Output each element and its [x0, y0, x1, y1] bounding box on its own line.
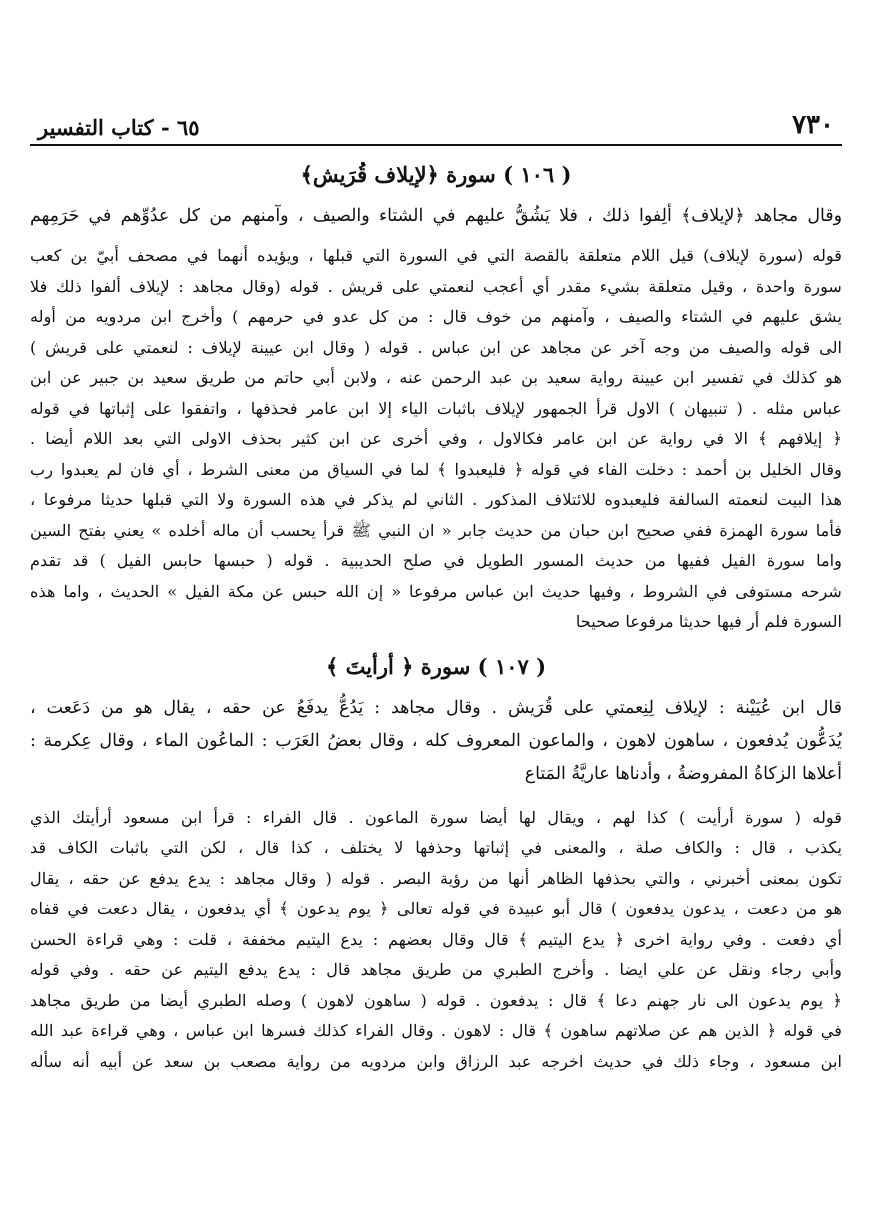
commentary-line: قوله (سورة لإيلاف) قيل اللام متعلقة بالقصة التي في السورة التي قبلها ، ويؤيده أنهما في مصحف أبيّ بن كعب: [30, 246, 842, 265]
commentary-line: هو من دععت ، يدعون يدفعون ) قال أبو عبيدة في قوله تعالى ﴿ يوم يدعون ﴾ أي يدفعون ، يقال دععت في قفاه: [30, 899, 842, 918]
commentary-line: سورة واحدة ، وقيل متعلقة بشيء مقدر أي أعجب لنعمتي على قريش . قوله (وقال مجاهد : لإيلاف ألفوا ذلك فلا: [30, 276, 842, 296]
quote-line: قال ابن عُيَيْنة : لإيلاف لِنِعمتي على قُرَيش . وقال مجاهد : يَدُعُّ يدفَعُ عن حقه ، يقال هو من دَعَعت ،: [30, 697, 842, 718]
commentary-line: وأبي رجاء ونقل عن علي ايضا . وأخرج الطبري من طريق مجاهد قال : يدع يدفع اليتيم عن حقه . وفي قوله: [30, 960, 842, 979]
commentary-line: أي دفعت . وفي رواية اخرى ﴿ يدع اليتيم ﴾ قال وقال بعضهم : يدع اليتيم مخففة ، قلت : وهي قراءة الحسن: [30, 929, 842, 949]
sura-107-commentary: [30, 803, 842, 1078]
sura-106-title: ( ١٠٦ ) سورة ﴿لإيلاف قُرَيش﴾: [300, 162, 572, 187]
book-page: [30, 100, 842, 1077]
page-number: ٧٣٠: [792, 110, 834, 140]
commentary-line: واما سورة الفيل ففيها من حديث المسور الطويل في صلح الحديبية . قوله ( حبسها حابس الفيل ) قد تقدم: [30, 551, 842, 570]
running-title: ٦٥ - كتاب التفسير: [38, 115, 200, 140]
commentary-line: يشق عليهم في الشتاء والصيف ، وآمنهم من خوف قال : من كل عدو في حرمهم ) وأخرج ابن مردويه من أوله: [30, 307, 842, 326]
commentary-line: شرحه مستوفى في الشروط ، وفيها حديث ابن عباس مرفوعا « إن الله حبس عن مكة الفيل » الحديث ، واما هذه: [30, 581, 842, 601]
sura-106-commentary: [30, 241, 842, 638]
commentary-line: تكون بمعنى أخبرني ، والتي بحذفها الظاهر أنها من رؤية البصر . قوله ( وقال مجاهد : يدع يدفع عن حقه ، يقال: [30, 868, 842, 888]
quote-line: أعلاها الزكاةُ المفروضةُ ، وأدناها عاريَّةُ المَتاع: [524, 763, 842, 784]
commentary-line: هذا البيت لنعمته السالفة فليعبدوه للائتلاف المذكور . الثاني لم يذكر في هذه السورة ولا التي قبلها حديثا مرفوعا ،: [30, 490, 842, 509]
quote-line: يُدَعُّون يُدفعون ، ساهون لاهون ، والماعون المعروف كله ، وقال بعضُ العَرَب : الماعُون الماء ، وقال عِكرمة :: [30, 730, 842, 751]
page-header: [30, 100, 842, 146]
commentary-line: السورة فلم أر فيها حديثا مرفوعا صحيحا: [575, 612, 842, 631]
sura-107-title: ( ١٠٧ ) سورة ﴿ أرأيتَ ﴾: [325, 653, 547, 679]
sura-106-quote: وقال مجاهد ﴿لإيلاف﴾ ألِفوا ذلك ، فلا يَشُقُّ عليهم في الشتاء والصيف ، وآمنهم من كل عدُوِّهم في حَرَمِهم: [30, 206, 842, 226]
commentary-line: ﴿ يوم يدعون الى نار جهنم دعا ﴾ قال : يدفعون . قوله ( ساهون لاهون ) وصله الطبري أيضا من طريق مجاهد: [30, 990, 842, 1010]
commentary-line: الى قوله والصيف من وجه آخر عن مجاهد عن ابن عباس . قوله ( وقال ابن عيينة لإيلاف : لنعمتي على قريش ): [30, 337, 842, 357]
commentary-line: هو كذلك في تفسير ابن عيينة رواية سعيد بن عبد الرحمن عنه ، ولابن أبي حاتم من طريق سعيد بن جبير عن ابن: [30, 368, 842, 387]
commentary-line: وقال الخليل بن أحمد : دخلت الفاء في قوله ﴿ فليعبدوا ﴾ لما في السياق من معنى الشرط ، أي فان لم يعبدوا رب: [30, 459, 842, 479]
commentary-line: عباس مثله . ( تنبيهان ) الاول قرأ الجمهور لإيلاف باثبات الياء إلا ابن عامر فحذفها ، واتفقوا على إثباتها في قوله: [30, 398, 842, 418]
commentary-line: في قوله ﴿ الذين هم عن صلاتهم ساهون ﴾ قال : لاهون . وقال الفراء كذلك فسرها ابن عباس ، وهي قراءة عبد الله: [30, 1021, 842, 1040]
commentary-line: ابن مسعود ، وجاء ذلك في حديث اخرجه عبد الرزاق وابن مردويه من رواية مصعب بن سعد عن أبيه أنه سأله: [30, 1051, 842, 1071]
commentary-line: يكذب ، قال : والكاف صلة ، والمعنى في إثباتها وحذفها لا يختلف ، كذا قال ، لكن التي باثبات الكاف قد: [30, 838, 842, 857]
commentary-line: قوله ( سورة أرأيت ) كذا لهم ، ويقال لها أيضا سورة الماعون . قال الفراء : قرأ ابن مسعود أرأيتك الذي: [30, 807, 842, 827]
sura-107-quote: [30, 692, 842, 791]
commentary-line: ﴿ إيلافهم ﴾ الا في رواية عن ابن عامر فكالاول ، وفي أخرى عن ابن كثير بحذف الاولى التي بعد اللام أيضا .: [30, 429, 842, 448]
commentary-line: فأما سورة الهمزة ففي صحيح ابن حبان من حديث جابر « ان النبي ﷺ قرأ يحسب أن ماله أخلده » يعني بفتح السين: [30, 520, 842, 540]
